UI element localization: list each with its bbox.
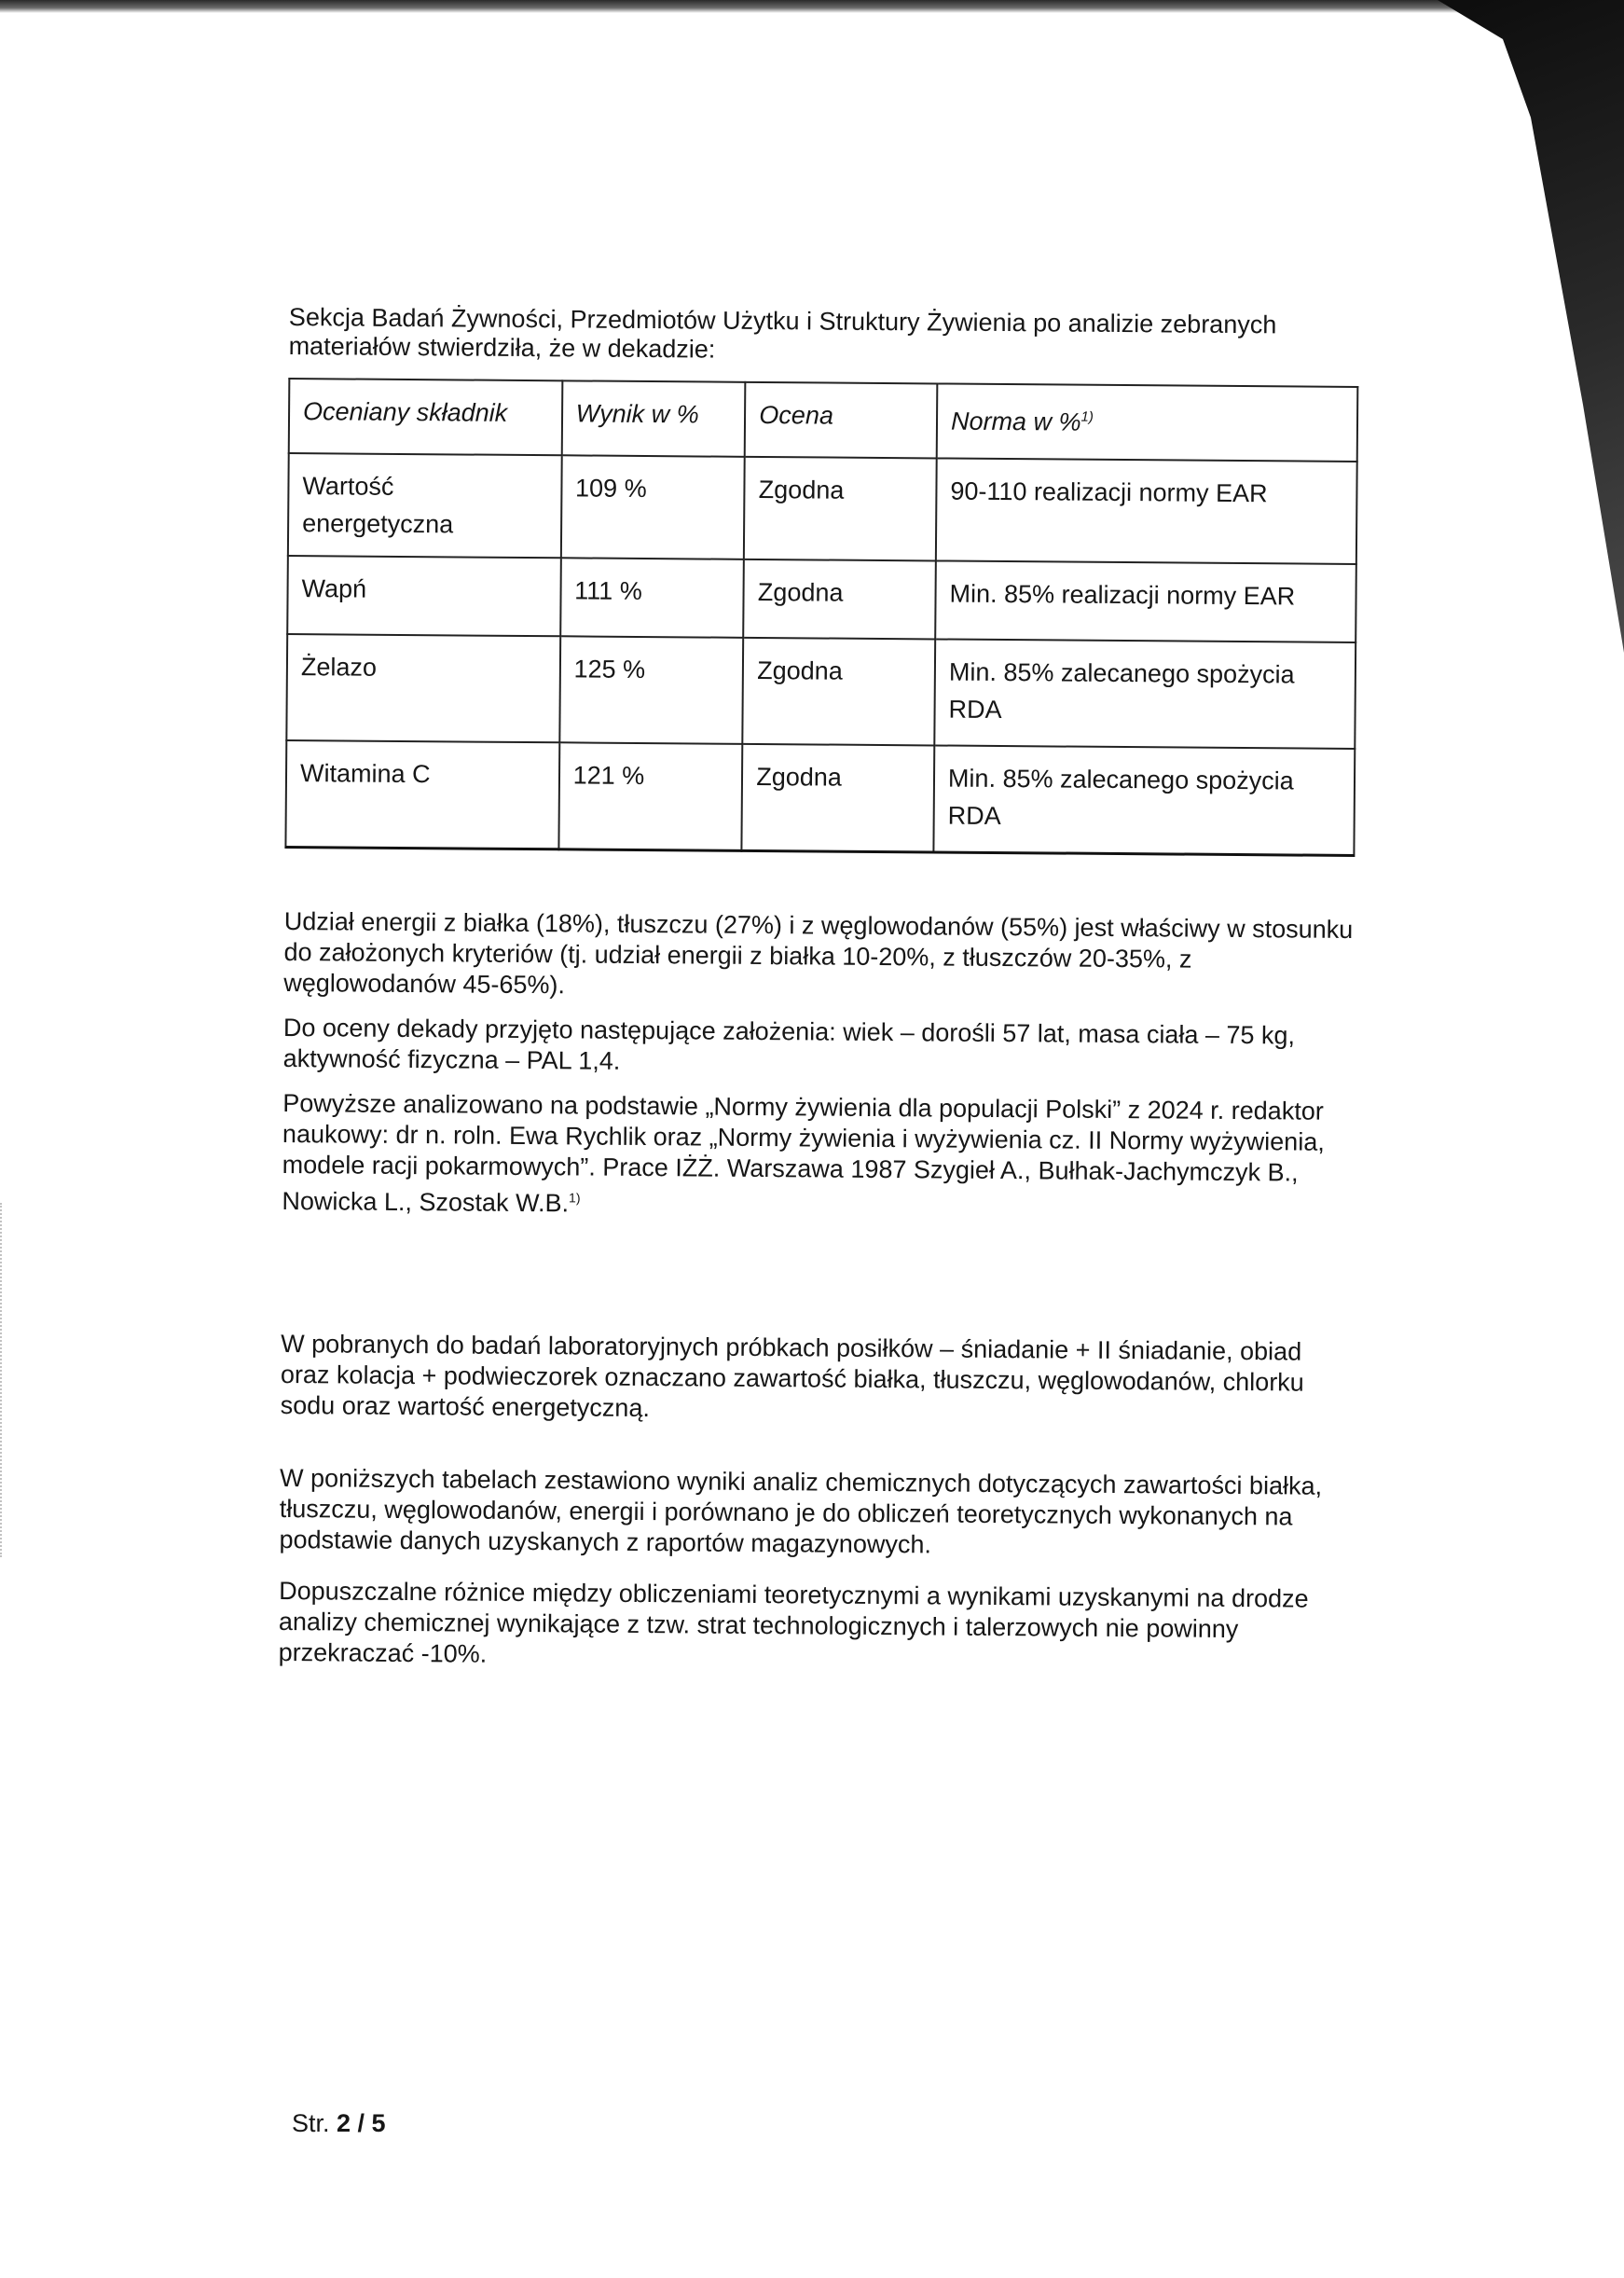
cell-norm: Min. 85% zalecanego spożycia RDA: [933, 745, 1355, 855]
sources-paragraph: [282, 1088, 1355, 1225]
cell-component: Witamina C: [285, 740, 559, 849]
cell-result: 111 %: [560, 558, 744, 638]
cell-component: Wartość energetyczna: [288, 453, 561, 558]
header-assessment: Ocena: [745, 382, 937, 459]
header-result: Wynik w %: [561, 380, 745, 457]
table-row: [285, 740, 1355, 855]
page-content: [278, 303, 1361, 1697]
assumptions-paragraph: Do oceny dekady przyjęto następujące założenia: wiek – dorośli 57 lat, masa ciała – 75 kg, aktywność fizyczna – PAL 1,4.: [282, 1013, 1296, 1075]
header-norm-footnote: 1): [1080, 408, 1094, 425]
laboratory-notes: [279, 1329, 1354, 1677]
cell-component: Wapń: [287, 556, 560, 636]
table-row: [286, 634, 1356, 749]
cell-result: 109 %: [561, 455, 746, 559]
tolerance-paragraph: Dopuszczalne różnice między obliczeniami teoretycznymi a wynikami uzyskanymi na drodze analizy chemicznej wynikające z tzw. strat technologicznych i talerzowych nie powinny przekraczać -10%.: [278, 1576, 1309, 1668]
nutrition-assessment-table: [284, 378, 1358, 857]
cell-norm: Min. 85% realizacji normy EAR: [935, 560, 1356, 642]
samples-paragraph: W pobranych do badań laboratoryjnych próbkach posiłków – śniadanie + II śniadanie, obiad oraz kolacja + podwieczorek oznaczano zawartość białka, tłuszczu, węglowodanów, chlorku sodu oraz wartość energetyczną.: [280, 1329, 1304, 1423]
table-row: [287, 556, 1356, 642]
cell-norm: 90-110 realizacji normy EAR: [936, 458, 1357, 564]
energy-share-paragraph: Udział energii z białka (18%), tłuszczu (27%) i z węglowodanów (55%) jest właściwy w stosunku do założonych kryteriów (tj. udział energii z białka 10-20%, z tłuszczów 20-35%, z węglowodanów 45-65%).: [283, 906, 1354, 1000]
cell-norm: Min. 85% zalecanego spożycia RDA: [934, 639, 1356, 749]
header-component: Oceniany składnik: [289, 379, 562, 455]
cell-assessment: Zgodna: [743, 638, 936, 746]
scan-dark-corner: [1438, 0, 1624, 653]
page-number-value: 2 / 5: [337, 2109, 386, 2137]
cell-assessment: Zgodna: [742, 744, 935, 852]
cell-component: Żelazo: [286, 634, 560, 742]
intro-text: Sekcja Badań Żywności, Przedmiotów Użytku i Struktury Żywienia po analizie zebranych materiałów stwierdziła, że w dekadzie:: [288, 303, 1277, 364]
table-header-row: [289, 379, 1358, 462]
cell-assessment: Zgodna: [743, 559, 935, 640]
sources-footnote: 1): [569, 1190, 581, 1206]
page-number: [292, 2109, 386, 2138]
sources-text: Powyższe analizowano na podstawie „Normy żywienia dla populacji Polski” z 2024 r. redaktor naukowy: dr n. roln. Ewa Rychlik oraz „Normy żywienia i wyżywienia cz. II Normy wyżywienia, modele racji pokarmowych”. Prace IŻŻ. Warszawa 1987 Szygieł A., Bułhak-Jachymczyk B., Nowicka L., Szostak W.B.: [282, 1088, 1325, 1218]
scan-top-edge: [0, 0, 1624, 13]
cell-result: 125 %: [559, 636, 744, 744]
header-norm: [937, 383, 1358, 462]
table-row: [288, 453, 1357, 564]
scan-left-marks: [0, 1203, 39, 1557]
assessment-notes: [282, 906, 1356, 1225]
page-label: Str.: [292, 2109, 330, 2137]
cell-assessment: Zgodna: [744, 457, 937, 561]
header-norm-label: Norma w %: [950, 407, 1081, 436]
cell-result: 121 %: [558, 742, 743, 850]
tables-info-paragraph: W poniższych tabelach zestawiono wyniki analiz chemicznych dotyczących zawartości białka, tłuszczu, węglowodanów, energii i porównano je do obliczeń teoretycznych wykonanych na podstawie danych uzyskanych z raportów magazynowych.: [279, 1463, 1323, 1559]
